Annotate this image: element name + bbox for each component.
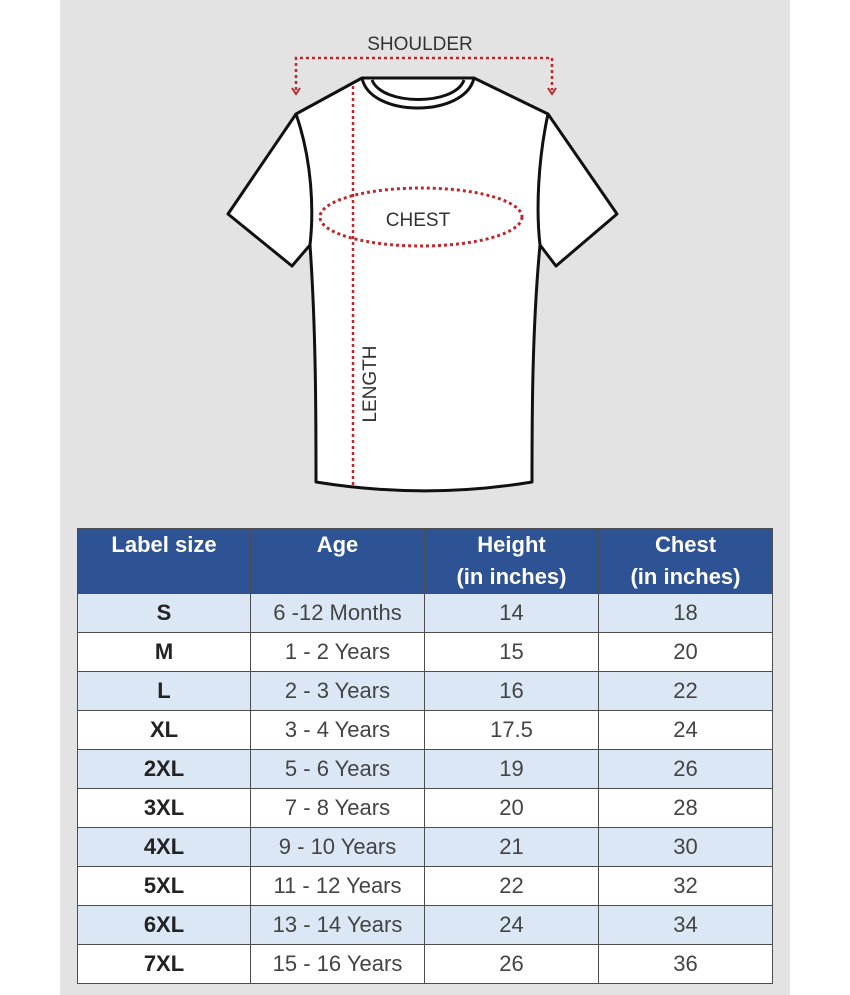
- table-row: [78, 945, 773, 984]
- chest-cell: 18: [599, 594, 773, 633]
- col-header-height: Height: [425, 529, 599, 562]
- height-cell: 22: [425, 867, 599, 906]
- size-cell: M: [78, 633, 251, 672]
- chest-cell: 30: [599, 828, 773, 867]
- size-cell: 3XL: [78, 789, 251, 828]
- length-label: LENGTH: [360, 345, 381, 423]
- size-chart-table: [77, 528, 773, 984]
- size-cell: XL: [78, 711, 251, 750]
- age-cell: 6 -12 Months: [251, 594, 425, 633]
- chest-cell: 24: [599, 711, 773, 750]
- size-cell: S: [78, 594, 251, 633]
- chest-label: CHEST: [385, 210, 451, 231]
- height-cell: 26: [425, 945, 599, 984]
- age-cell: 1 - 2 Years: [251, 633, 425, 672]
- table-row: [78, 750, 773, 789]
- col-subheader-height-unit: (in inches): [425, 561, 599, 594]
- age-cell: 15 - 16 Years: [251, 945, 425, 984]
- chest-cell: 34: [599, 906, 773, 945]
- shoulder-label: SHOULDER: [367, 34, 473, 55]
- size-cell: 2XL: [78, 750, 251, 789]
- height-cell: 20: [425, 789, 599, 828]
- size-cell: 7XL: [78, 945, 251, 984]
- col-subheader-age: [251, 561, 425, 594]
- height-cell: 24: [425, 906, 599, 945]
- size-cell: 6XL: [78, 906, 251, 945]
- height-cell: 15: [425, 633, 599, 672]
- height-cell: 14: [425, 594, 599, 633]
- table-row: [78, 711, 773, 750]
- col-header-chest: Chest: [599, 529, 773, 562]
- chest-cell: 26: [599, 750, 773, 789]
- table-row: [78, 789, 773, 828]
- height-cell: 21: [425, 828, 599, 867]
- col-subheader-label-size: [78, 561, 251, 594]
- size-cell: 5XL: [78, 867, 251, 906]
- size-cell: L: [78, 672, 251, 711]
- header-subrow: [78, 561, 773, 594]
- height-cell: 16: [425, 672, 599, 711]
- chest-cell: 32: [599, 867, 773, 906]
- height-cell: 17.5: [425, 711, 599, 750]
- header-row: [78, 529, 773, 562]
- age-cell: 5 - 6 Years: [251, 750, 425, 789]
- chest-cell: 36: [599, 945, 773, 984]
- table-row: [78, 594, 773, 633]
- size-cell: 4XL: [78, 828, 251, 867]
- chest-cell: 22: [599, 672, 773, 711]
- age-cell: 3 - 4 Years: [251, 711, 425, 750]
- height-cell: 19: [425, 750, 599, 789]
- col-header-age: Age: [251, 529, 425, 562]
- chest-cell: 20: [599, 633, 773, 672]
- age-cell: 7 - 8 Years: [251, 789, 425, 828]
- table-row: [78, 672, 773, 711]
- col-header-label-size: Label size: [78, 529, 251, 562]
- chest-cell: 28: [599, 789, 773, 828]
- table-row: [78, 828, 773, 867]
- tshirt-outline: [228, 78, 617, 491]
- age-cell: 11 - 12 Years: [251, 867, 425, 906]
- table-row: [78, 633, 773, 672]
- age-cell: 2 - 3 Years: [251, 672, 425, 711]
- col-subheader-chest-unit: (in inches): [599, 561, 773, 594]
- age-cell: 9 - 10 Years: [251, 828, 425, 867]
- table-row: [78, 906, 773, 945]
- table-row: [78, 867, 773, 906]
- age-cell: 13 - 14 Years: [251, 906, 425, 945]
